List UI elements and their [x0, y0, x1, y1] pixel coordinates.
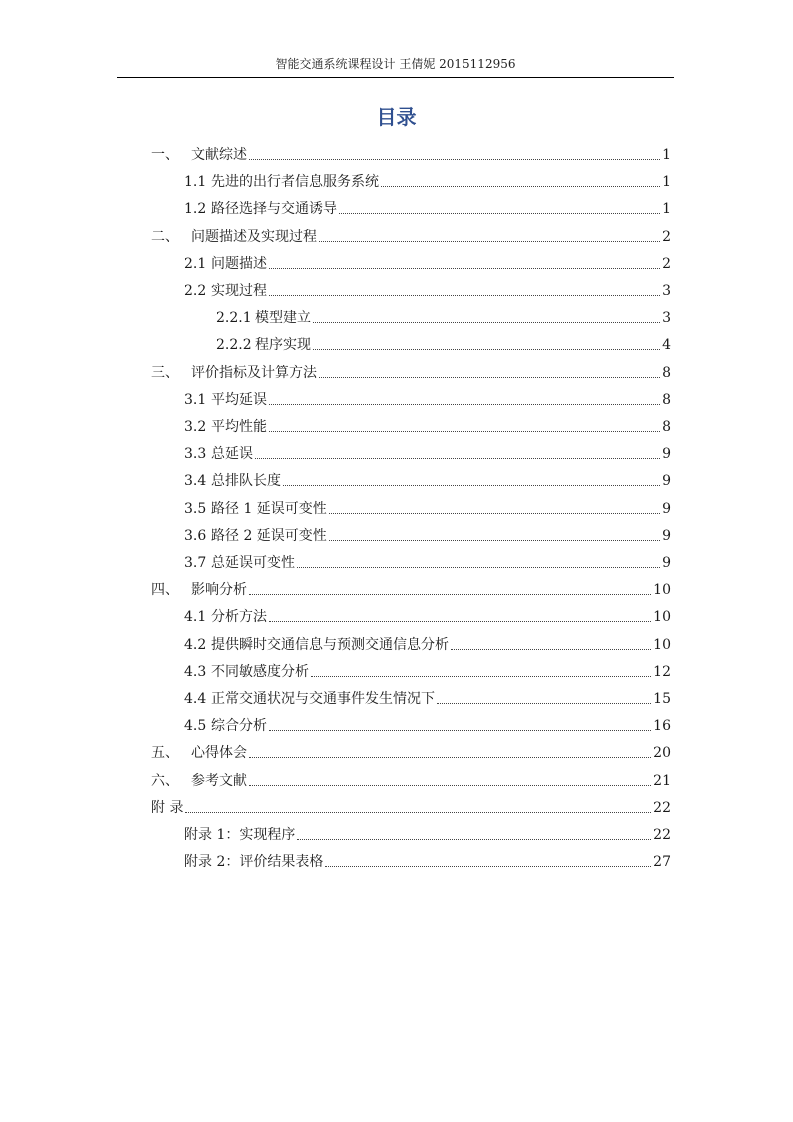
toc-entry[interactable]: [184, 549, 671, 573]
dot-leader: [269, 403, 660, 405]
toc-entry-title: 先进的出行者信息服务系统: [211, 174, 379, 190]
dot-leader: [437, 702, 651, 704]
dot-leader: [269, 729, 651, 731]
toc-entry[interactable]: [184, 440, 671, 464]
dot-leader: [269, 430, 660, 432]
toc-entry-number: 一、: [151, 147, 179, 163]
toc-entry-number: 3.3: [184, 446, 207, 462]
toc-list: [0, 141, 793, 881]
toc-entry-page: 2: [662, 229, 671, 245]
dot-leader: [381, 185, 660, 187]
toc-entry-page: 22: [653, 800, 671, 816]
dot-leader: [255, 457, 660, 459]
toc-entry-number: 2.2.2: [216, 337, 252, 353]
toc-entry-page: 10: [653, 582, 671, 598]
toc-entry[interactable]: [184, 250, 671, 274]
dot-leader: [313, 348, 660, 350]
toc-entry[interactable]: [184, 168, 671, 192]
dot-leader: [339, 212, 660, 214]
toc-entry-page: 9: [662, 446, 671, 462]
toc-entry-number: 3.2: [184, 419, 207, 435]
toc-entry-title: 平均性能: [211, 419, 267, 435]
dot-leader: [313, 321, 660, 323]
toc-entry-page: 15: [653, 691, 671, 707]
toc-entry-number: 2.2.1: [216, 310, 252, 326]
toc-entry-title: 文献综述: [191, 147, 247, 163]
toc-entry-title: 总延误可变性: [211, 555, 295, 571]
toc-entry-title: 问题描述及实现过程: [191, 229, 317, 245]
toc-entry-number: 二、: [151, 229, 179, 245]
toc-entry[interactable]: [184, 848, 671, 872]
header-text: 智能交通系统课程设计 王倩妮 2015112956: [275, 57, 516, 71]
toc-entry-title: 问题描述: [211, 256, 267, 272]
toc-entry[interactable]: [184, 277, 671, 301]
toc-entry-number: 三、: [151, 365, 179, 381]
dot-leader: [269, 267, 660, 269]
toc-entry-page: 22: [653, 827, 671, 843]
dot-leader: [329, 539, 660, 541]
toc-entry-number: 五、: [151, 745, 179, 761]
toc-entry-title: 综合分析: [211, 718, 267, 734]
toc-entry-title: 平均延误: [211, 392, 267, 408]
toc-entry-title: 影响分析: [191, 582, 247, 598]
dot-leader: [185, 811, 651, 813]
toc-entry-number: 2.2: [184, 283, 207, 299]
dot-leader: [311, 675, 651, 677]
toc-entry-title: 总延误: [211, 446, 253, 462]
toc-entry-page: 8: [662, 419, 671, 435]
dot-leader: [319, 376, 660, 378]
toc-entry-number: 3.5: [184, 501, 207, 517]
toc-entry[interactable]: [184, 195, 671, 219]
toc-entry-page: 9: [662, 501, 671, 517]
toc-entry[interactable]: [184, 413, 671, 437]
dot-leader: [329, 512, 660, 514]
toc-entry[interactable]: [184, 495, 671, 519]
toc-entry-page: 10: [653, 609, 671, 625]
toc-title: 目录: [376, 105, 417, 129]
toc-entry[interactable]: [216, 331, 671, 355]
toc-entry-number: 4.3: [184, 664, 207, 680]
toc-entry[interactable]: [151, 223, 671, 247]
dot-leader: [297, 566, 660, 568]
toc-entry-title: 心得体会: [191, 745, 247, 761]
toc-entry-number: 2.1: [184, 256, 207, 272]
toc-entry[interactable]: [151, 141, 671, 165]
toc-entry[interactable]: [184, 386, 671, 410]
toc-entry-number: 4.4: [184, 691, 207, 707]
toc-entry-title: 实现过程: [211, 283, 267, 299]
toc-entry-page: 12: [653, 664, 671, 680]
dot-leader: [249, 784, 651, 786]
toc-entry-title: 参考文献: [191, 773, 247, 789]
dot-leader: [319, 240, 660, 242]
toc-entry[interactable]: [151, 576, 671, 600]
toc-entry[interactable]: [184, 603, 671, 627]
toc-entry-page: 4: [662, 337, 671, 353]
toc-entry-page: 1: [662, 147, 671, 163]
toc-entry-number: 四、: [151, 582, 179, 598]
toc-entry-title: 附录 1：实现程序: [184, 827, 296, 843]
toc-entry-page: 9: [662, 528, 671, 544]
toc-entry[interactable]: [151, 767, 671, 791]
toc-entry[interactable]: [151, 739, 671, 763]
toc-entry-title: 程序实现: [255, 337, 311, 353]
toc-entry[interactable]: [184, 821, 671, 845]
toc-entry-title: 不同敏感度分析: [211, 664, 309, 680]
toc-entry[interactable]: [184, 522, 671, 546]
toc-entry-page: 8: [662, 365, 671, 381]
toc-entry-page: 20: [653, 745, 671, 761]
toc-entry[interactable]: [184, 631, 671, 655]
toc-entry-title: 附录 2：评价结果表格: [184, 854, 324, 870]
dot-leader: [249, 158, 660, 160]
toc-entry-title: 正常交通状况与交通事件发生情况下: [211, 691, 435, 707]
toc-entry-page: 3: [662, 310, 671, 326]
toc-entry-title: 评价指标及计算方法: [191, 365, 317, 381]
toc-entry-number: 4.2: [184, 637, 207, 653]
dot-leader: [325, 865, 651, 867]
toc-entry-title: 路径 2 延误可变性: [211, 528, 327, 544]
toc-entry-page: 9: [662, 555, 671, 571]
toc-entry-page: 1: [662, 174, 671, 190]
toc-entry[interactable]: [184, 712, 671, 736]
dot-leader: [249, 593, 651, 595]
toc-entry-number: 3.4: [184, 473, 207, 489]
toc-entry-number: 4.1: [184, 609, 207, 625]
toc-entry-page: 9: [662, 473, 671, 489]
toc-entry-page: 27: [653, 854, 671, 870]
toc-entry-title: 路径 1 延误可变性: [211, 501, 327, 517]
toc-entry-page: 1: [662, 201, 671, 217]
toc-entry[interactable]: [184, 658, 671, 682]
toc-entry-page: 2: [662, 256, 671, 272]
toc-entry-page: 16: [653, 718, 671, 734]
toc-entry[interactable]: [184, 467, 671, 491]
toc-entry-title: 总排队长度: [211, 473, 281, 489]
toc-entry[interactable]: [151, 794, 671, 818]
dot-leader: [269, 620, 651, 622]
toc-entry-number: 六、: [151, 773, 179, 789]
toc-entry-title: 附 录: [151, 800, 184, 816]
toc-entry-title: 模型建立: [255, 310, 311, 326]
toc-entry-title: 分析方法: [211, 609, 267, 625]
dot-leader: [297, 838, 651, 840]
toc-entry-page: 21: [653, 773, 671, 789]
toc-entry-title: 路径选择与交通诱导: [211, 201, 337, 217]
toc-entry-number: 4.5: [184, 718, 207, 734]
toc-entry-number: 3.6: [184, 528, 207, 544]
toc-entry-page: 3: [662, 283, 671, 299]
dot-leader: [451, 648, 651, 650]
dot-leader: [283, 484, 660, 486]
toc-entry-page: 10: [653, 637, 671, 653]
toc-entry[interactable]: [151, 359, 671, 383]
toc-entry-number: 1.2: [184, 201, 207, 217]
dot-leader: [269, 294, 660, 296]
toc-entry-page: 8: [662, 392, 671, 408]
toc-entry-number: 3.1: [184, 392, 207, 408]
toc-entry[interactable]: [184, 685, 671, 709]
dot-leader: [249, 756, 651, 758]
toc-entry-number: 1.1: [184, 174, 207, 190]
page-header: [117, 55, 674, 78]
toc-entry-number: 3.7: [184, 555, 207, 571]
toc-entry-title: 提供瞬时交通信息与预测交通信息分析: [211, 637, 449, 653]
toc-entry[interactable]: [216, 304, 671, 328]
